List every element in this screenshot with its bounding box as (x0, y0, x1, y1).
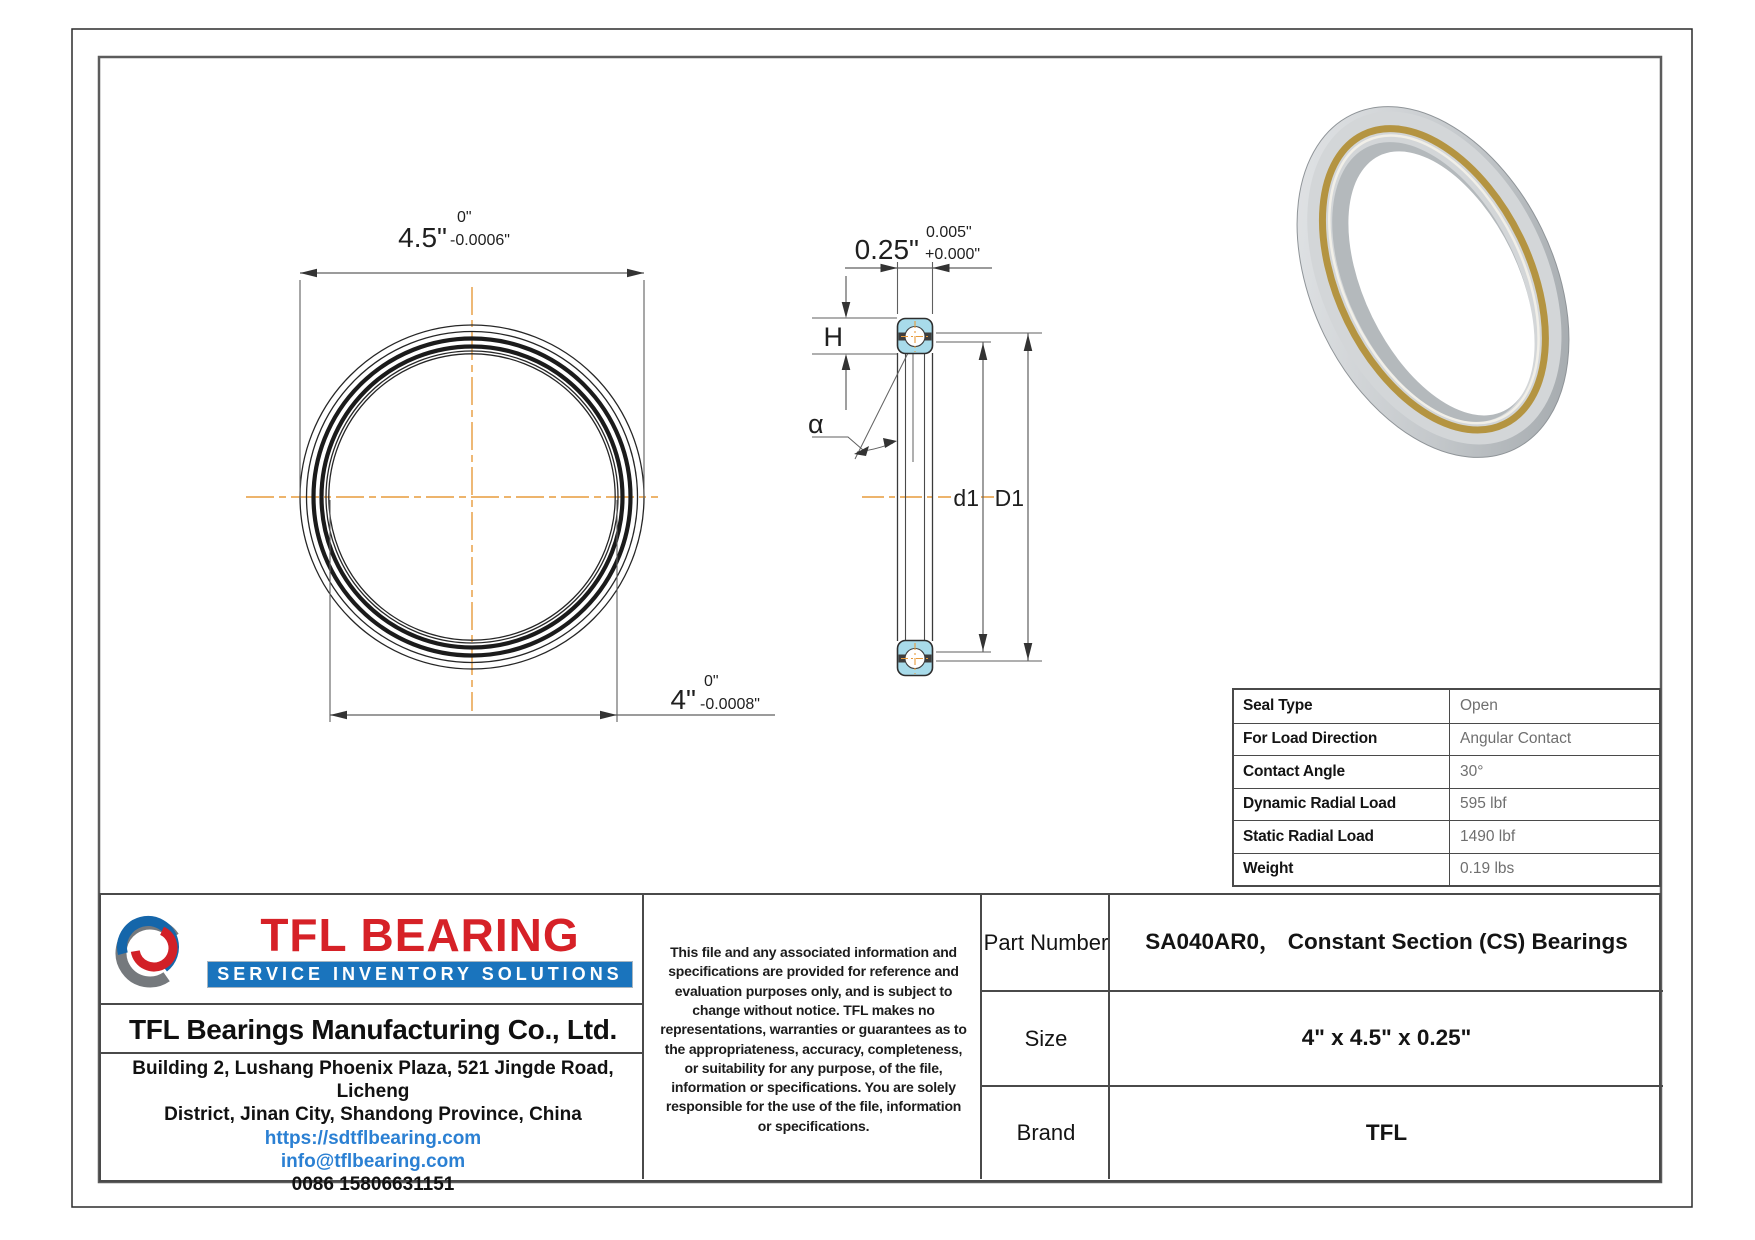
bore-dim-tol-upper: 0" (704, 673, 719, 690)
logo-mark (113, 901, 191, 999)
section-width-tol-upper: 0.005" (926, 224, 972, 241)
field-value-size: 4" x 4.5" x 0.25" (1301, 1025, 1472, 1051)
company-logo (101, 895, 645, 1005)
field-label-size: Size (1024, 1025, 1068, 1051)
bearing-3d-render (1243, 62, 1624, 502)
logo-title: TFL BEARING (260, 909, 580, 961)
logo-tagline: SERVICE INVENTORY SOLUTIONS (207, 961, 632, 988)
height-label: H (823, 322, 843, 352)
disclaimer-text: This file and any associated information and specifications are provided for reference and evaluation purposes only, and is subject to change without notice. TFL makes no representations, warranties or guarantees as to the appropriateness, accuracy, completeness, or suitability for any purpose, of the file, information or specifications. You are solely responsible for the use of the file, information or specifications. (660, 943, 967, 1134)
company-address-line2: District, Jinan City, Shandong Province, China (164, 1104, 582, 1126)
table-row (1234, 723, 1659, 756)
spec-label: Static Radial Load (1234, 821, 1450, 853)
field-value-part-number: SA040AR0， Constant Section (CS) Bearings (1145, 929, 1628, 955)
front-view (246, 209, 775, 722)
section-top-ring (898, 319, 933, 354)
spec-label: Dynamic Radial Load (1234, 789, 1450, 821)
d1-label: d1 (953, 485, 979, 511)
field-label-brand: Brand (1016, 1120, 1076, 1145)
bore-dim-tol-lower: -0.0008" (700, 696, 760, 713)
spec-value: 1490 lbf (1460, 827, 1516, 845)
company-website-link[interactable]: https://sdtflbearing.com (264, 1127, 482, 1149)
company-name: TFL Bearings Manufacturing Co., Ltd. (128, 1013, 618, 1045)
contact-angle-label: α (808, 409, 824, 439)
table-row (1234, 853, 1659, 886)
table-row (1234, 690, 1659, 723)
spec-value: Angular Contact (1460, 730, 1572, 748)
spec-value: 595 lbf (1460, 795, 1507, 813)
section-view (808, 224, 1042, 676)
company-email-link[interactable]: info@tflbearing.com (280, 1150, 466, 1172)
field-value-brand: TFL (1365, 1119, 1408, 1145)
outer-dim-text: 4.5" (398, 222, 447, 253)
section-width-text: 0.25" (854, 234, 919, 265)
outer-dim-tol-upper: 0" (457, 209, 472, 226)
spec-label: Seal Type (1234, 690, 1450, 723)
section-bottom-ring (898, 641, 933, 676)
bore-dim-text: 4" (670, 684, 696, 715)
section-width-tol-lower: +0.000" (925, 246, 981, 263)
spec-label: Contact Angle (1234, 756, 1450, 788)
company-phone: 0086 15806631151 (291, 1173, 455, 1195)
outer-dim-tol-lower: -0.0006" (450, 232, 510, 249)
spec-label: Weight (1234, 854, 1450, 886)
company-contact-info (101, 1054, 645, 1195)
spec-value: 0.19 lbs (1460, 860, 1515, 878)
bore-diameter-dimension (330, 500, 775, 722)
table-row (1234, 755, 1659, 788)
spec-table (1232, 688, 1661, 887)
field-label-part-number: Part Number (983, 929, 1109, 955)
D1-label: D1 (994, 485, 1024, 511)
table-row (1234, 820, 1659, 853)
spec-value: 30° (1460, 762, 1484, 780)
table-row (1234, 788, 1659, 821)
section-width-dimension (845, 224, 992, 314)
company-address-line1: Building 2, Lushang Phoenix Plaza, 521 Jingde Road, Licheng (132, 1058, 614, 1103)
contact-angle-annotation (808, 409, 897, 456)
section-height-dimension (812, 276, 897, 410)
title-block (99, 893, 1661, 1195)
spec-label: For Load Direction (1234, 724, 1450, 756)
spec-value: Open (1460, 697, 1498, 715)
